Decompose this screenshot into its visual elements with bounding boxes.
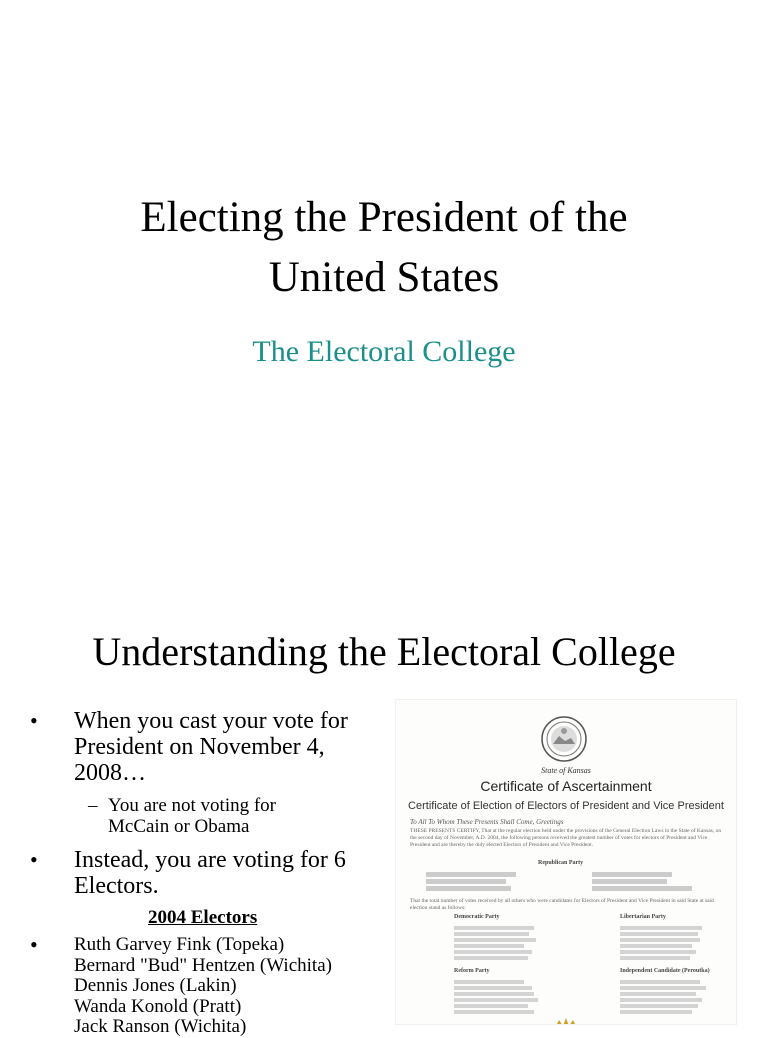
certificate-column xyxy=(620,978,730,1016)
elector-name: Bernard "Bud" Hentzen (Wichita) xyxy=(74,954,332,976)
certificate-section: Reform Party xyxy=(454,968,490,974)
gold-seal-icon xyxy=(546,1016,586,1024)
bullet-icon: • xyxy=(30,847,38,872)
certificate-section: Republican Party xyxy=(538,860,584,866)
electors-list xyxy=(30,932,390,1038)
certificate-title: Certificate of Ascertainment xyxy=(480,778,652,794)
elector-name: Wanda Konold (Pratt) xyxy=(74,995,242,1017)
elector-name: Dennis Jones (Lakin) xyxy=(74,975,237,996)
certificate-body-2: That the total number of votes received by all others who were candidates for Electors of President and Vice President in said State at said election stand as follows: xyxy=(410,898,714,911)
bullet-icon: • xyxy=(30,708,38,733)
slide-title xyxy=(0,188,768,308)
state-seal-icon xyxy=(541,716,587,762)
elector-name: Ruth Garvey Fink (Topeka) xyxy=(74,934,285,955)
bullet-text: 2008… xyxy=(74,760,146,786)
title-line-2: United States xyxy=(268,254,500,301)
title-line-1: Electing the President of the xyxy=(140,194,628,241)
certificate-section: Democratic Party xyxy=(454,914,500,920)
bullet-icon: • xyxy=(30,932,38,957)
sub-bullet-item xyxy=(30,795,390,837)
certificate-greeting: To All To Whom These Presents Shall Come, Greetings xyxy=(410,818,564,826)
certificate-column xyxy=(454,978,564,1016)
sub-bullet-text: You are not voting for xyxy=(108,795,277,816)
certificate-section: Independent Candidate (Peroutka) xyxy=(620,968,710,974)
bullet-text: Electors. xyxy=(74,873,159,899)
bullet-list xyxy=(30,708,390,1038)
certificate-subtitle: Certificate of Election of Electors of President and Vice President xyxy=(408,800,724,812)
bullet-text: Instead, you are voting for 6 xyxy=(74,847,346,873)
dash-icon: – xyxy=(88,795,98,816)
bullet-item xyxy=(30,708,390,786)
bullet-text: President on November 4, xyxy=(74,734,325,760)
sub-bullet-text: McCain or Obama xyxy=(108,816,250,837)
bullet-item xyxy=(30,847,390,899)
certificate-column xyxy=(592,870,712,893)
elector-name: Jack Ranson (Wichita) xyxy=(74,1016,247,1037)
slide-subtitle: The Electoral College xyxy=(252,335,516,368)
certificate-state: State of Kansas xyxy=(541,766,591,775)
certificate-column xyxy=(620,924,730,962)
certificate-image xyxy=(396,700,736,1024)
certificate-section: Libertarian Party xyxy=(620,914,666,920)
certificate-body: THESE PRESENTS CERTIFY, That at the regular election held under the provisions of the General Election Laws in the State of Kansas, on the second day of November, A.D. 2004, the following persons received the greatest number of votes for electors of President and Vice President and are thereby the duly elected Electors of President and Vice President. xyxy=(410,828,722,848)
certificate-column xyxy=(454,924,564,962)
electors-heading: 2004 Electors xyxy=(148,907,258,928)
bullet-text: When you cast your vote for xyxy=(74,708,348,734)
slide-2-title: Understanding the Electoral College xyxy=(92,629,676,674)
certificate-column xyxy=(426,870,546,893)
